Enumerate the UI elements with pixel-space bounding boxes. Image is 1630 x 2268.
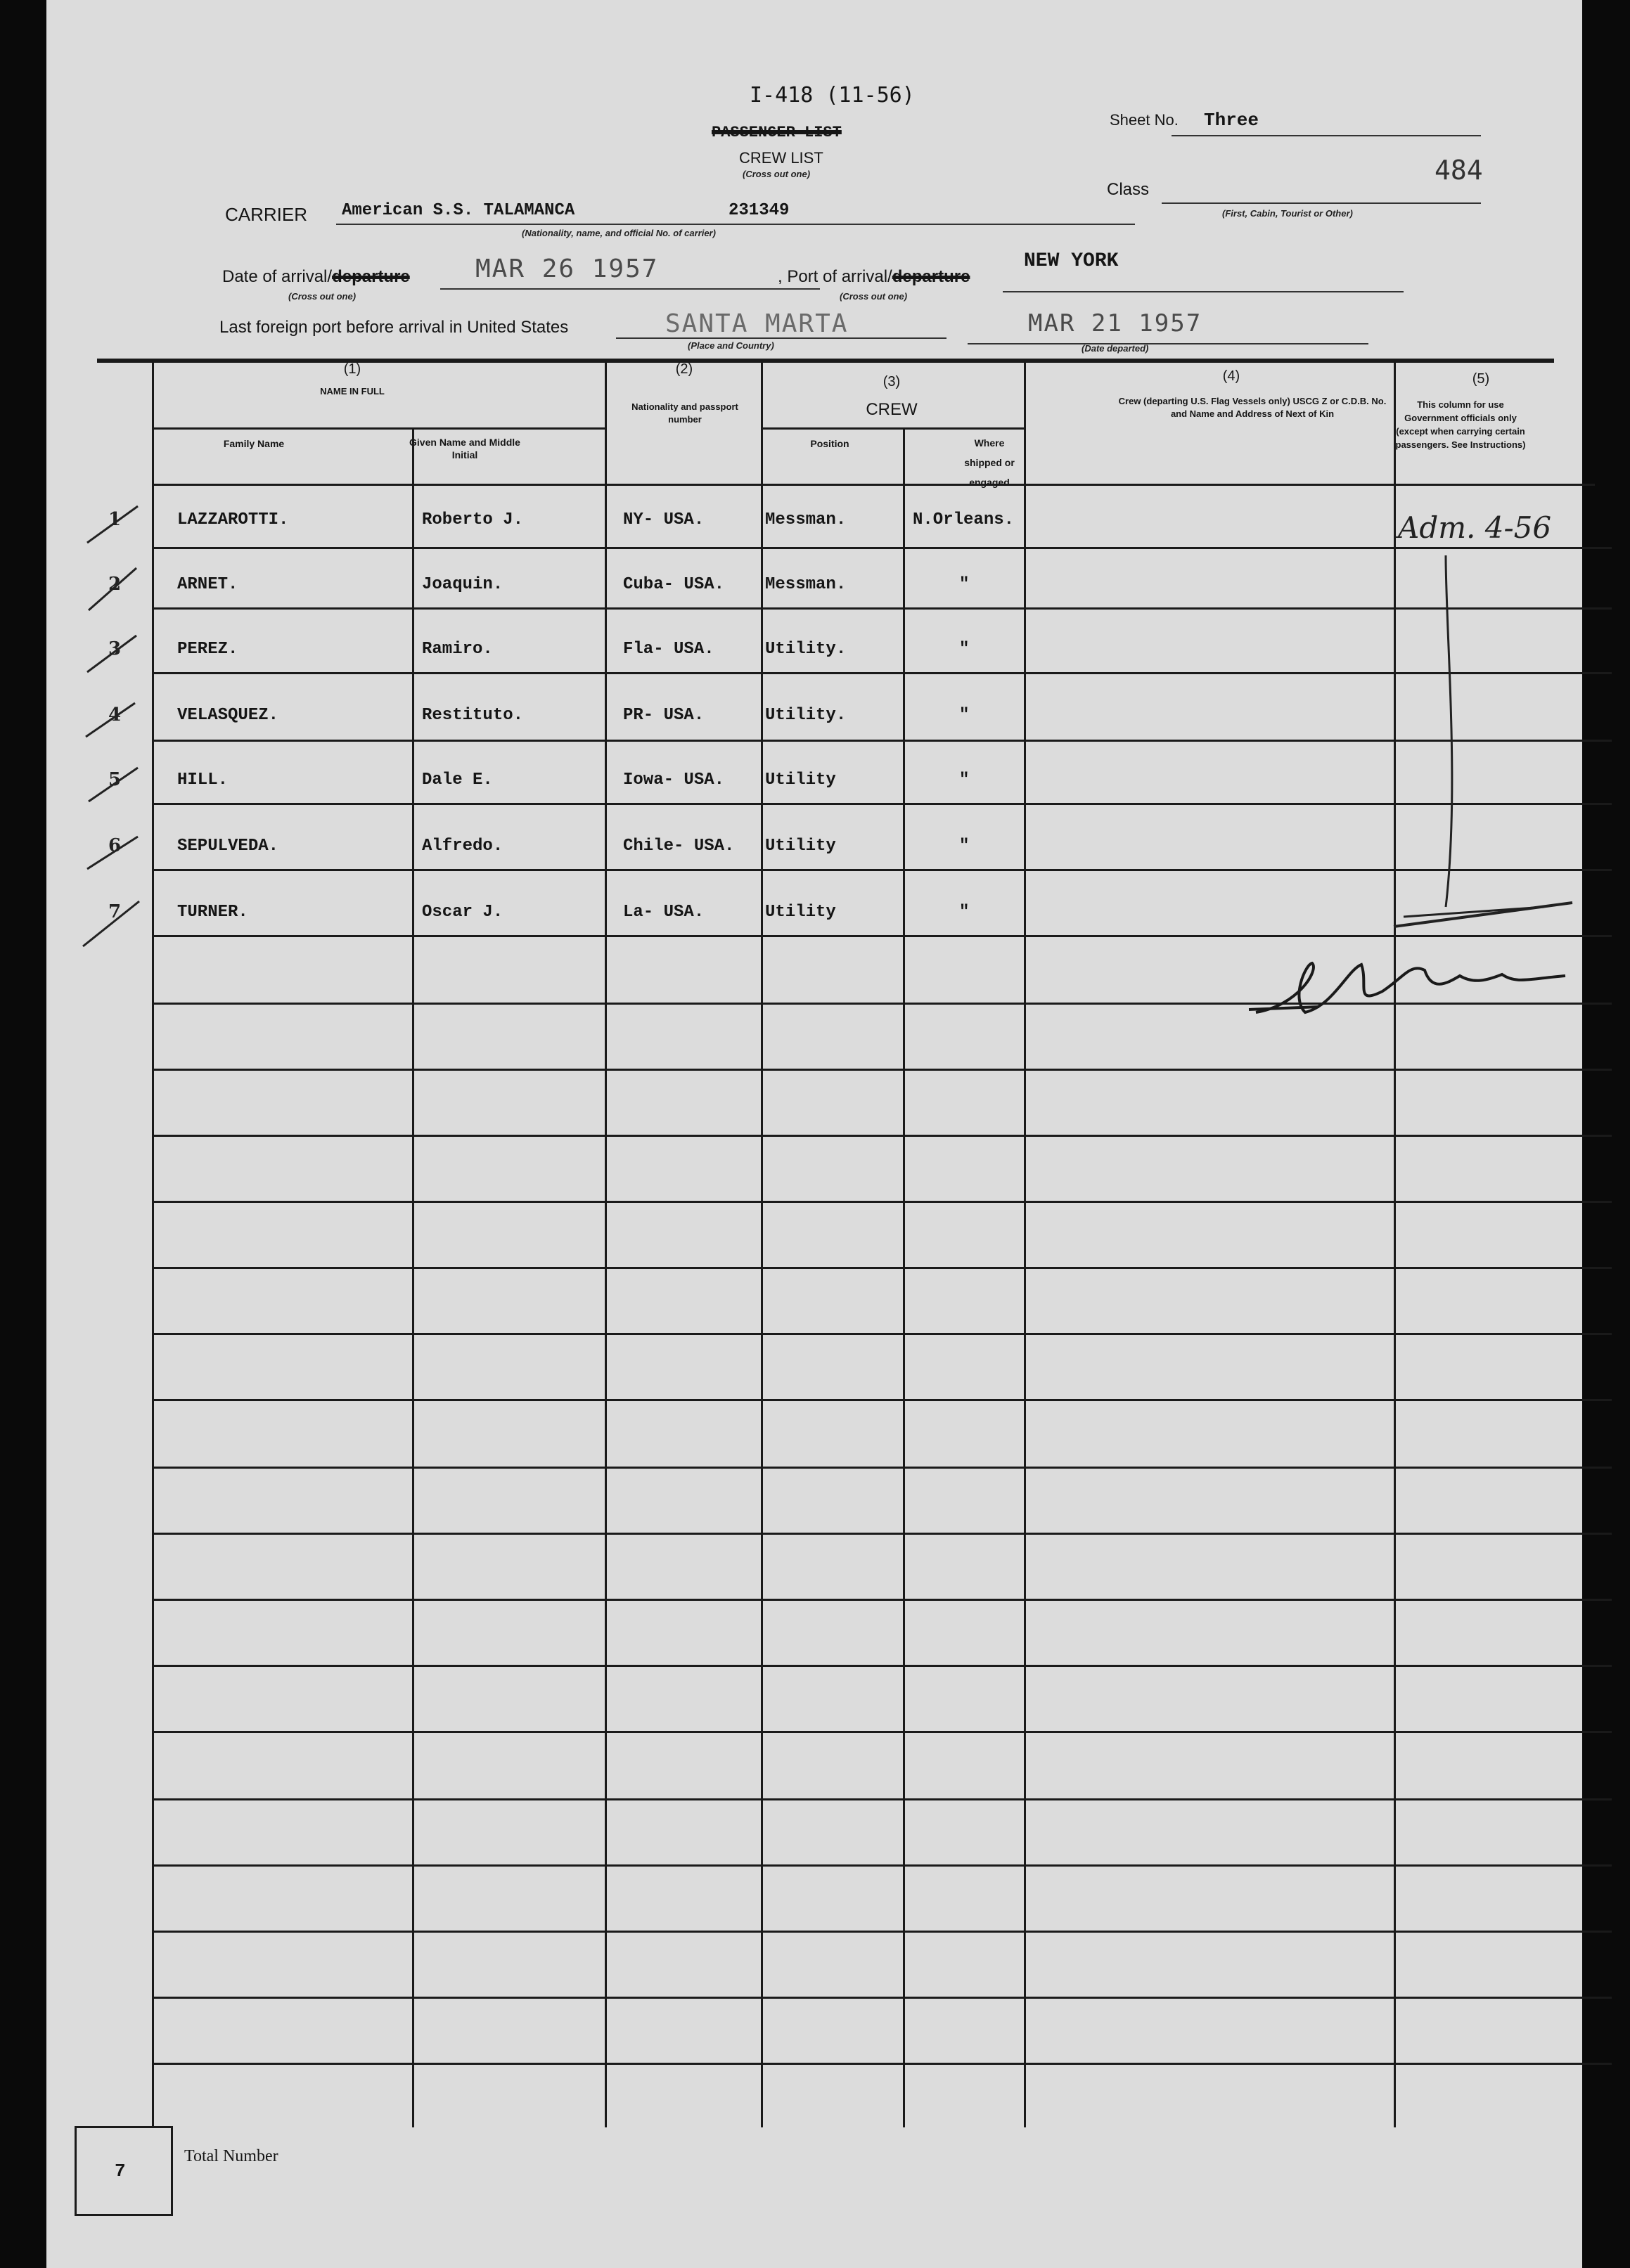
col5-number: (5) bbox=[1472, 371, 1490, 387]
given-name-cell: Alfredo. bbox=[422, 837, 503, 856]
arrival-date-note: (Cross out one) bbox=[288, 291, 357, 302]
nationality-cell: Chile- USA. bbox=[623, 837, 735, 856]
carrier-label: CARRIER bbox=[225, 204, 308, 225]
shipped-cell: " bbox=[959, 837, 970, 856]
given-name-cell: Roberto J. bbox=[422, 510, 524, 529]
row-number: 5 bbox=[108, 769, 122, 790]
shipped-cell: " bbox=[959, 771, 970, 790]
nationality-cell: NY- USA. bbox=[623, 510, 705, 529]
arrival-date-text: Date of arrival/ bbox=[222, 267, 333, 286]
col4-title: Crew (departing U.S. Flag Vessels only) USCG Z or C.D.B. No. and Name and Address of Next of Kin bbox=[1118, 396, 1387, 419]
family-name-cell: VELASQUEZ. bbox=[177, 706, 279, 725]
arrival-date-crossed: departure bbox=[332, 267, 410, 286]
arrival-date-value: MAR 26 1957 bbox=[475, 254, 659, 283]
tick-marks bbox=[83, 506, 139, 946]
position-cell: Messman. bbox=[765, 575, 847, 594]
title-note: (Cross out one) bbox=[743, 169, 811, 179]
where-shipped-header: Where shipped or engaged bbox=[964, 437, 1015, 488]
last-port-date-note: (Date departed) bbox=[1082, 343, 1149, 354]
family-name-cell: ARNET. bbox=[177, 575, 238, 594]
carrier-official-number: 231349 bbox=[729, 201, 790, 220]
shipped-cell: " bbox=[959, 575, 970, 594]
row-number: 4 bbox=[108, 704, 122, 726]
arrival-port-crossed: departure bbox=[892, 267, 970, 286]
given-name-cell: Dale E. bbox=[422, 771, 493, 790]
last-port-label: Last foreign port before arrival in United States bbox=[219, 318, 569, 337]
shipped-cell: N.Orleans. bbox=[913, 510, 1015, 529]
last-port-note: (Place and Country) bbox=[688, 340, 774, 351]
col4-number: (4) bbox=[1222, 368, 1240, 384]
family-name-cell: TURNER. bbox=[177, 903, 248, 922]
position-cell: Utility bbox=[765, 903, 836, 922]
nationality-cell: Fla- USA. bbox=[623, 640, 714, 659]
row-number: 1 bbox=[108, 509, 122, 530]
last-port-value: SANTA MARTA bbox=[665, 309, 849, 338]
given-name-cell: Ramiro. bbox=[422, 640, 493, 659]
total-value: 7 bbox=[115, 2160, 126, 2182]
class-label: Class bbox=[1107, 180, 1150, 199]
crossed-title: PASSENGER LIST bbox=[712, 124, 842, 141]
given-name-cell: Joaquin. bbox=[422, 575, 503, 594]
total-box bbox=[75, 2126, 173, 2216]
nationality-cell: Iowa- USA. bbox=[623, 771, 725, 790]
total-label: Total Number bbox=[184, 2147, 278, 2165]
arrival-port-value: NEW YORK bbox=[1024, 250, 1119, 272]
signature-graphic bbox=[1249, 963, 1565, 1012]
position-cell: Messman. bbox=[765, 510, 847, 529]
nationality-cell: La- USA. bbox=[623, 903, 705, 922]
last-port-date: MAR 21 1957 bbox=[1028, 309, 1202, 337]
sheet-label: Sheet No. bbox=[1110, 111, 1179, 129]
carrier-note: (Nationality, name, and official No. of carrier) bbox=[522, 228, 716, 238]
position-cell: Utility bbox=[765, 771, 836, 790]
col1-title: NAME IN FULL bbox=[320, 386, 385, 397]
form-title: CREW LIST bbox=[739, 149, 823, 167]
nationality-cell: PR- USA. bbox=[623, 706, 705, 725]
family-name-cell: LAZZAROTTI. bbox=[177, 510, 289, 529]
col3-number: (3) bbox=[883, 374, 901, 389]
col2-title: Nationality and passport number bbox=[631, 401, 738, 425]
given-name-cell: Oscar J. bbox=[422, 903, 503, 922]
position-cell: Utility. bbox=[765, 706, 847, 725]
row-number: 7 bbox=[108, 901, 122, 922]
page-stamp: 484 bbox=[1435, 155, 1483, 186]
carrier-value: American S.S. TALAMANCA bbox=[342, 201, 575, 220]
row-number: 3 bbox=[108, 638, 122, 659]
position-cell: Utility bbox=[765, 837, 836, 856]
shipped-cell: " bbox=[959, 706, 970, 725]
col2-number: (2) bbox=[675, 361, 693, 377]
nationality-cell: Cuba- USA. bbox=[623, 575, 725, 594]
given-name-header: Given Name and Middle Initial bbox=[409, 437, 520, 460]
position-header: Position bbox=[810, 438, 849, 449]
sheet-value: Three bbox=[1204, 110, 1259, 131]
handwriting-marks bbox=[46, 0, 1582, 2268]
arrival-port-text: , Port of arrival/ bbox=[778, 267, 892, 286]
family-name-cell: SEPULVEDA. bbox=[177, 837, 279, 856]
shipped-cell: " bbox=[959, 903, 970, 922]
class-note: (First, Cabin, Tourist or Other) bbox=[1222, 208, 1353, 219]
family-name-cell: PEREZ. bbox=[177, 640, 238, 659]
col3-title: CREW bbox=[866, 400, 918, 419]
arrival-port-note: (Cross out one) bbox=[840, 291, 908, 302]
col5-title: This column for use Government officials only (except when carrying certain passengers. See Instructions) bbox=[1395, 399, 1526, 450]
position-cell: Utility. bbox=[765, 640, 847, 659]
row-number: 2 bbox=[108, 574, 122, 595]
form-number: I-418 (11-56) bbox=[750, 83, 915, 108]
given-name-cell: Restituto. bbox=[422, 706, 524, 725]
row-number: 6 bbox=[108, 835, 122, 856]
family-name-header: Family Name bbox=[223, 438, 285, 449]
shipped-cell: " bbox=[959, 640, 970, 659]
family-name-cell: HILL. bbox=[177, 771, 229, 790]
col1-number: (1) bbox=[343, 361, 361, 377]
official-note: Adm. 4-56 bbox=[1398, 510, 1552, 545]
crew-list-form bbox=[46, 0, 1582, 2268]
